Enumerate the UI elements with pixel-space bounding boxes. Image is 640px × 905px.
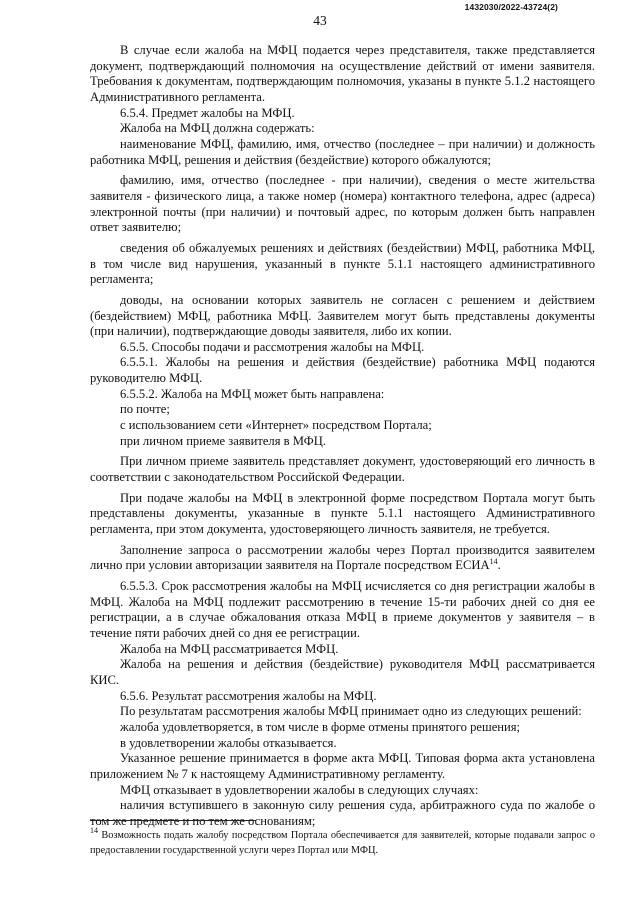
footnote-marker: 14 [90,826,98,835]
paragraph-6-5-5-2: 6.5.5.2. Жалоба на МФЦ может быть направлена: [120,386,385,401]
paragraph-item-applicant: фамилию, имя, отчество (последнее - при наличии), сведения о месте жительства заявителя - физического лица, а также номер (номера) контактного телефона, адрес (адреса) электронной почты (при наличии) и почтовый адрес, по которым должен быть направлен ответ заявителю; [90,173,595,235]
paragraph-identity-doc: При личном приеме заявитель представляет документ, удостоверяющий его личность в соответствии с законодательством Российской Федерации. [90,454,595,485]
paragraph-reviewed-by-kis: Жалоба на решения и действия (бездействие) руководителя МФЦ рассматривается КИС. [90,657,595,687]
page-body [90,43,595,830]
paragraph-complaint-content: Жалоба на МФЦ должна содержать: [120,121,315,136]
paragraph-portal-request [90,543,595,574]
document-id: 1432030/2022-43724(2) [464,2,558,12]
paragraph-representative: В случае если жалоба на МФЦ подается через представителя, также представляется документ, подтверждающий полномочия на осуществление действий от имени заявителя. Требования к документам, подтверждающим полномочия, указаны в пункте 5.1.2 настоящего Административного регламента. [90,43,595,104]
paragraph-item-name: наименование МФЦ, фамилию, имя, отчество (последнее – при наличии) и должность работника МФЦ, решения и действия (бездействие) которого обжалуются; [90,136,595,167]
paragraph-court-decision: наличия вступившего в законную силу решения суда, арбитражного суда по жалобе о том же предмете и по тем же основаниям; [90,798,595,828]
paragraph-via-internet: с использованием сети «Интернет» посредством Портала; [120,418,432,433]
paragraph-refused: в удовлетворении жалобы отказывается. [120,735,337,750]
paragraph-item-arguments: доводы, на основании которых заявитель не согласен с решением и действием (бездействием) МФЦ, работника МФЦ. Заявителем могут быть представлены документы (при наличии), подтверждающие доводы заявителя, либо их копии. [90,292,595,339]
footnote-divider [90,820,256,821]
page-number: 43 [313,13,327,28]
paragraph-6-5-5-1: 6.5.5.1. Жалобы на решения и действия (бездействие) работника МФЦ подаются руководителю МФЦ. [90,355,595,386]
footnote [90,828,595,858]
portal-request-period: . [497,558,501,573]
paragraph-item-decisions: сведения об обжалуемых решениях и действиях (бездействии) МФЦ, работника МФЦ, в том числе вид нарушения, указанный в пункте 5.1.1 настоящего административного регламента; [90,240,595,287]
paragraph-by-mail: по почте; [120,402,170,417]
paragraph-6-5-4: 6.5.4. Предмет жалобы на МФЦ. [120,105,295,120]
paragraph-decision-options: По результатам рассмотрения жалобы МФЦ принимает одно из следующих решений: [120,704,582,719]
paragraph-satisfied: жалоба удовлетворяется, в том числе в форме отмены принятого решения; [120,719,521,734]
footnote-reference: 14 [489,557,498,567]
paragraph-in-person: при личном приеме заявителя в МФЦ. [120,433,326,448]
paragraph-act-form: Указанное решение принимается в форме акта МФЦ. Типовая форма акта установлена приложением № 7 к настоящему Административному регламенту. [90,751,595,781]
paragraph-electronic-submission: При подаче жалобы на МФЦ в электронной форме посредством Портала могут быть представлены документы, указанные в пункте 5.1.1 настоящего Административного регламента, при этом документа, удостоверяющего личность заявителя, не требуется. [90,490,595,537]
paragraph-6-5-5-3: 6.5.5.3. Срок рассмотрения жалобы на МФЦ исчисляется со дня регистрации жалобы в МФЦ. Жалоба на МФЦ подлежит рассмотрению в течение 15-ти рабочих дней со дня ее регистрации, а в случае обжалования отказа МФЦ в приеме документов у заявителя – в течение пяти рабочих дней со дня ее регистрации. [90,579,595,640]
footnote-text: Возможность подать жалобу посредством Портала обеспечивается для заявителей, которые подавали запрос о предоставлении государственной услуги через Портал или МФЦ. [90,830,595,856]
paragraph-6-5-5: 6.5.5. Способы подачи и рассмотрения жалобы на МФЦ. [120,339,425,354]
paragraph-reviewed-by-mfc: Жалоба на МФЦ рассматривается МФЦ. [120,641,339,656]
paragraph-refusal-cases: МФЦ отказывает в удовлетворении жалобы в следующих случаях: [120,782,479,797]
paragraph-6-5-6: 6.5.6. Результат рассмотрения жалобы на МФЦ. [120,688,377,703]
portal-request-text: Заполнение запроса о рассмотрении жалобы через Портал производится заявителем лично при условии авторизации заявителя на Портале посредством ЕСИА [90,542,595,573]
